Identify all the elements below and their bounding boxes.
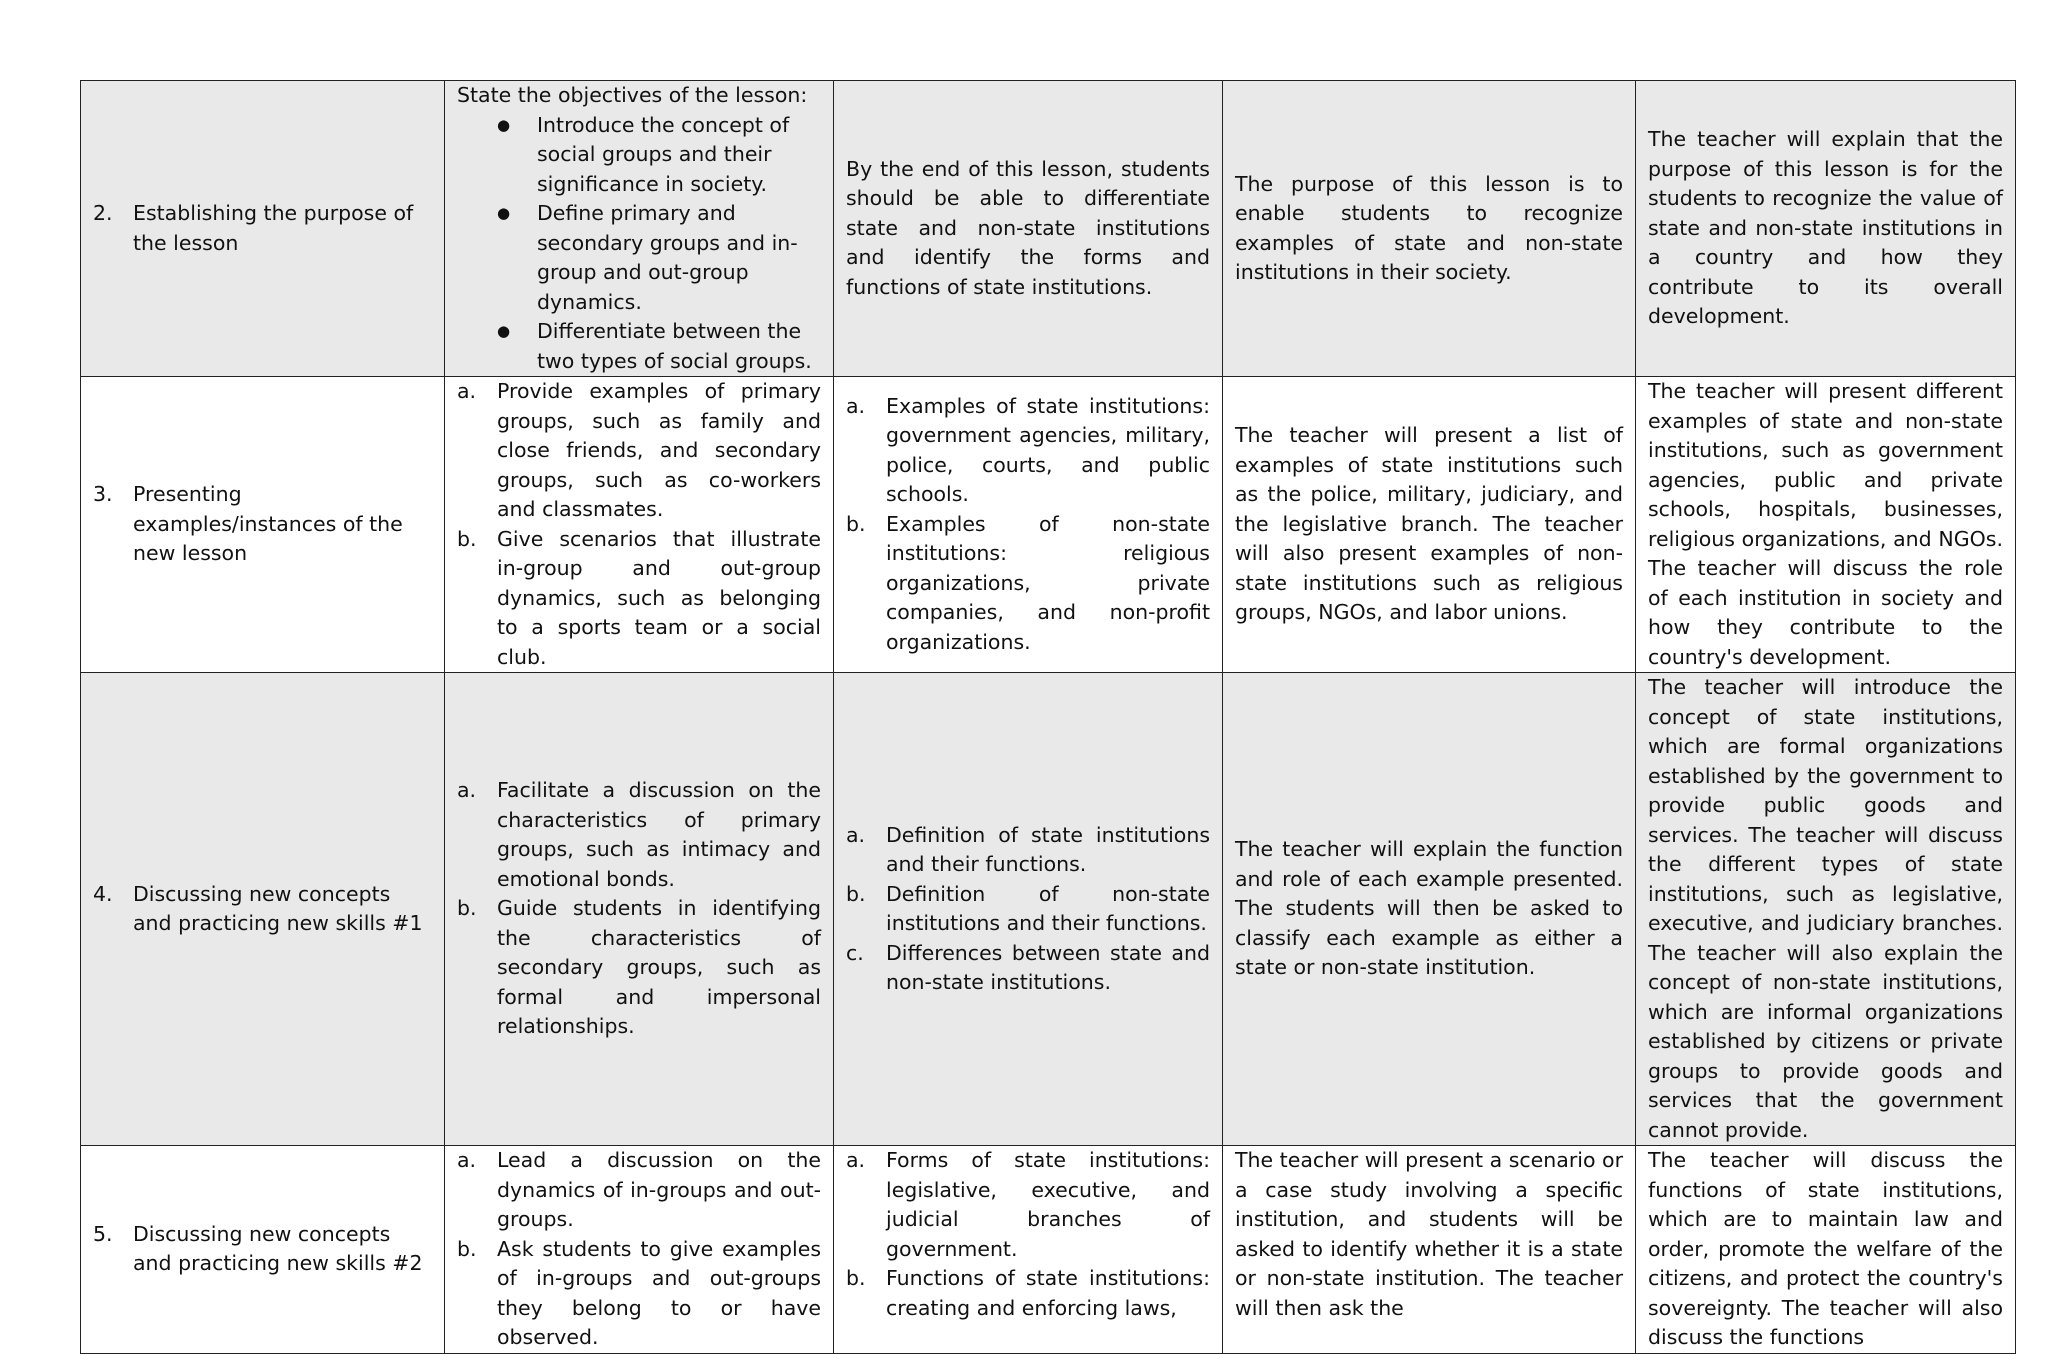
objectives-list (457, 111, 821, 377)
bullet-icon: ● (497, 115, 511, 134)
list-item (457, 894, 821, 1042)
table-row (81, 673, 2016, 1146)
content-cell (834, 1146, 1223, 1354)
table-row (81, 1146, 2016, 1354)
list-item-text: Define primary and secondary groups and in-group and out-group dynamics. (537, 201, 798, 314)
list-item (457, 525, 821, 673)
lettered-list (846, 392, 1210, 658)
content-cell: By the end of this lesson, students should be able to differentiate state and non-state institutions and identify the forms and functions of state institutions. (834, 81, 1223, 377)
content-cell (834, 673, 1223, 1146)
activity-cell: The teacher will explain the function and role of each example presented. The students will then be asked to classify each example as either a state or non-state institution. (1223, 673, 1636, 1146)
step-cell (81, 1146, 445, 1354)
step-label: Presenting examples/instances of the new lesson (133, 482, 403, 566)
lettered-list (457, 776, 821, 1042)
list-item-text: Facilitate a discussion on the characteristics of primary groups, such as intimacy and emotional bonds. (497, 778, 821, 891)
list-marker: b. (457, 526, 477, 551)
list-item (846, 880, 1210, 939)
list-marker: a. (457, 379, 477, 403)
list-item-text: Examples of non-state institutions: religious organizations, private companies, and non-profit organizations. (886, 511, 1210, 654)
list-item-text: Ask students to give examples of in-groups and out-groups they belong to or have observed. (497, 1236, 821, 1349)
bullet-icon: ● (497, 204, 511, 222)
list-item (846, 821, 1210, 880)
step-label: Establishing the purpose of the lesson (133, 201, 414, 255)
list-item-text: Examples of state institutions: government agencies, military, police, courts, and public schools. (886, 393, 1210, 507)
activity-cell: The teacher will present a list of examples of state institutions such as the police, military, judiciary, and the legislative branch. The teacher will also present examples of non-state institutions such as religious groups, NGOs, and labor unions. (1223, 377, 1636, 673)
list-item (846, 392, 1210, 510)
teacher-notes-cell: The teacher will introduce the concept of state institutions, which are formal organizations established by the government to provide public goods and services. The teacher will discuss the different types of state institutions, such as legislative, executive, and judiciary branches. The teacher will also explain the concept of non-state institutions, which are informal organizations established by citizens or private groups to provide goods and services that the government cannot provide. (1636, 673, 2016, 1146)
list-item-text: Provide examples of primary groups, such as family and close friends, and secondary groups, such as co-workers and classmates. (497, 379, 821, 521)
list-item (457, 377, 821, 525)
step-label: Discussing new concepts and practicing new skills #2 (133, 1221, 423, 1276)
objectives-cell (445, 81, 834, 377)
list-item (846, 510, 1210, 658)
list-marker: a. (846, 822, 866, 847)
lettered-list (457, 377, 821, 672)
list-item-text: Introduce the concept of social groups and their significance in society. (537, 112, 790, 196)
step-number: 3. (93, 482, 113, 507)
activity-cell: The purpose of this lesson is to enable students to recognize examples of state and non-state institutions in their society. (1223, 81, 1636, 377)
list-item-text: Give scenarios that illustrate in-group and out-group dynamics, such as belonging to a sports team or a social club. (497, 526, 821, 669)
activity-cell: The teacher will present a scenario or a case study involving a specific institution, and students will be asked to identify whether it is a state or non-state institution. The teacher will then ask the (1223, 1146, 1636, 1354)
list-item-text: Differences between state and non-state institutions. (886, 940, 1210, 994)
list-item (497, 199, 821, 317)
list-item (497, 317, 821, 376)
list-marker: a. (457, 1148, 477, 1172)
list-item (846, 1146, 1210, 1264)
list-marker: b. (846, 1266, 866, 1290)
teacher-notes-cell: The teacher will discuss the functions of state institutions, which are to maintain law and order, promote the welfare of the citizens, and protect the country's sovereignty. The teacher will also discuss the functions (1636, 1146, 2016, 1354)
list-item (457, 1235, 821, 1353)
step-cell (81, 673, 445, 1146)
list-marker: a. (846, 1148, 866, 1172)
list-marker: c. (846, 940, 864, 965)
list-marker: b. (846, 511, 866, 536)
list-item (457, 776, 821, 894)
content-cell (834, 377, 1223, 673)
bullet-icon: ● (497, 322, 511, 340)
lesson-plan-table (80, 80, 2016, 1354)
lettered-list (846, 821, 1210, 998)
list-item-text: Lead a discussion on the dynamics of in-groups and out-groups. (497, 1148, 821, 1231)
list-item (457, 1146, 821, 1235)
list-item-text: Definition of state institutions and their functions. (886, 822, 1210, 876)
step-number: 4. (93, 881, 113, 906)
list-item (846, 939, 1210, 998)
list-marker: b. (457, 1236, 477, 1261)
objectives-cell (445, 1146, 834, 1354)
list-marker: b. (457, 896, 477, 921)
teacher-notes-cell: The teacher will present different examples of state and non-state institutions, such as government agencies, public and private schools, hospitals, businesses, religious organizations, and NGOs. The teacher will discuss the role of each institution in society and how they contribute to the country's development. (1636, 377, 2016, 673)
list-marker: b. (846, 881, 866, 906)
list-item (497, 111, 821, 200)
table-row (81, 81, 2016, 377)
lettered-list (457, 1146, 821, 1353)
list-item-text: Definition of non-state institutions and their functions. (886, 881, 1210, 935)
list-item-text: Differentiate between the two types of social groups. (537, 319, 812, 373)
teacher-notes-cell: The teacher will explain that the purpose of this lesson is for the students to recognize the value of state and non-state institutions in a country and how they contribute to its overall development. (1636, 81, 2016, 377)
objectives-cell (445, 377, 834, 673)
step-number: 5. (93, 1221, 113, 1246)
lettered-list (846, 1146, 1210, 1323)
table-row (81, 377, 2016, 673)
step-number: 2. (93, 201, 113, 225)
list-marker: a. (846, 393, 866, 418)
list-item (846, 1264, 1210, 1323)
objectives-intro: State the objectives of the lesson: (457, 83, 808, 107)
list-marker: a. (457, 778, 477, 803)
list-item-text: Forms of state institutions: legislative, executive, and judicial branches of government. (886, 1148, 1210, 1261)
step-label: Discussing new concepts and practicing new skills #1 (133, 881, 423, 935)
list-item-text: Guide students in identifying the characteristics of secondary groups, such as formal and impersonal relationships. (497, 896, 821, 1039)
step-cell (81, 377, 445, 673)
objectives-cell (445, 673, 834, 1146)
list-item-text: Functions of state institutions: creating and enforcing laws, (886, 1266, 1210, 1320)
step-cell (81, 81, 445, 377)
